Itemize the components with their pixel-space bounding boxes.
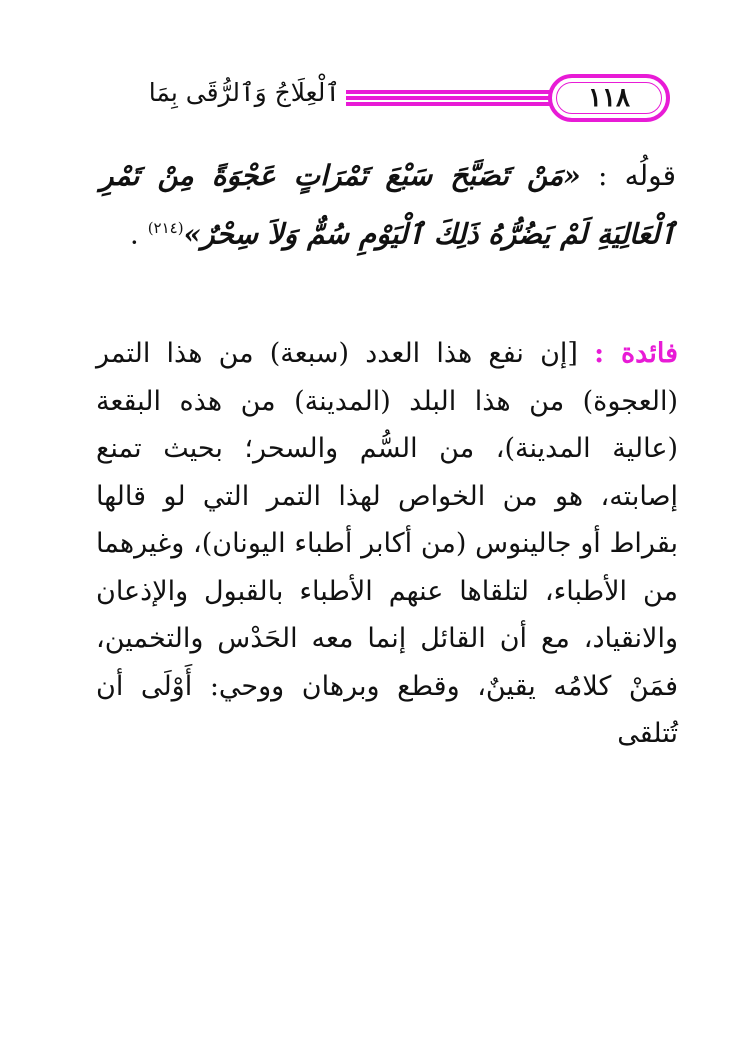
hadith-paragraph xyxy=(100,150,676,260)
header-rule xyxy=(346,90,551,106)
hadith-intro: قولُه : xyxy=(597,159,676,192)
page-number: ١١٨ xyxy=(556,82,662,114)
running-title: ٱلْعِلَاجُ وَٱلرُّقَى بِمَا xyxy=(148,78,340,107)
faida-paragraph xyxy=(96,330,678,758)
hadith-quote: «مَنْ تَصَبَّحَ سَبْعَ تَمْرَاتٍ عَجْوَةً مِنْ تَمْرِ ٱلْعَالِيَةِ لَمْ يَضُرُّهُ ذَلِكَ ٱلْيَوْمِ سُمٌّ وَلاَ سِحْرٌ» xyxy=(100,159,676,251)
page-number-badge xyxy=(548,74,670,122)
footnote-reference: (٢١٤) xyxy=(147,219,184,237)
faida-label: فائدة : xyxy=(594,338,678,369)
faida-text: [إن نفع هذا العدد (سبعة) من هذا التمر (العجوة) من هذا البلد (المدينة) من هذه البقعة (عالية المدينة)، من السُّم والسحر؛ بحيث تمنع إصابته، هو من الخواص لهذا التمر التي لو قالها بقراط أو جالينوس (من أكابر أطباء اليونان)، وغيرهما من الأطباء، لتلقاها عنهم الأطباء بالقبول والإذعان والانقياد، مع أن القائل إنما معه الحَدْس والتخمين، فمَنْ كلامُه يقينٌ، وقطع وبرهان ووحي: أَوْلَى أن تُتلقى xyxy=(96,338,678,749)
page-header xyxy=(100,74,676,124)
hadith-end: . xyxy=(129,217,139,251)
